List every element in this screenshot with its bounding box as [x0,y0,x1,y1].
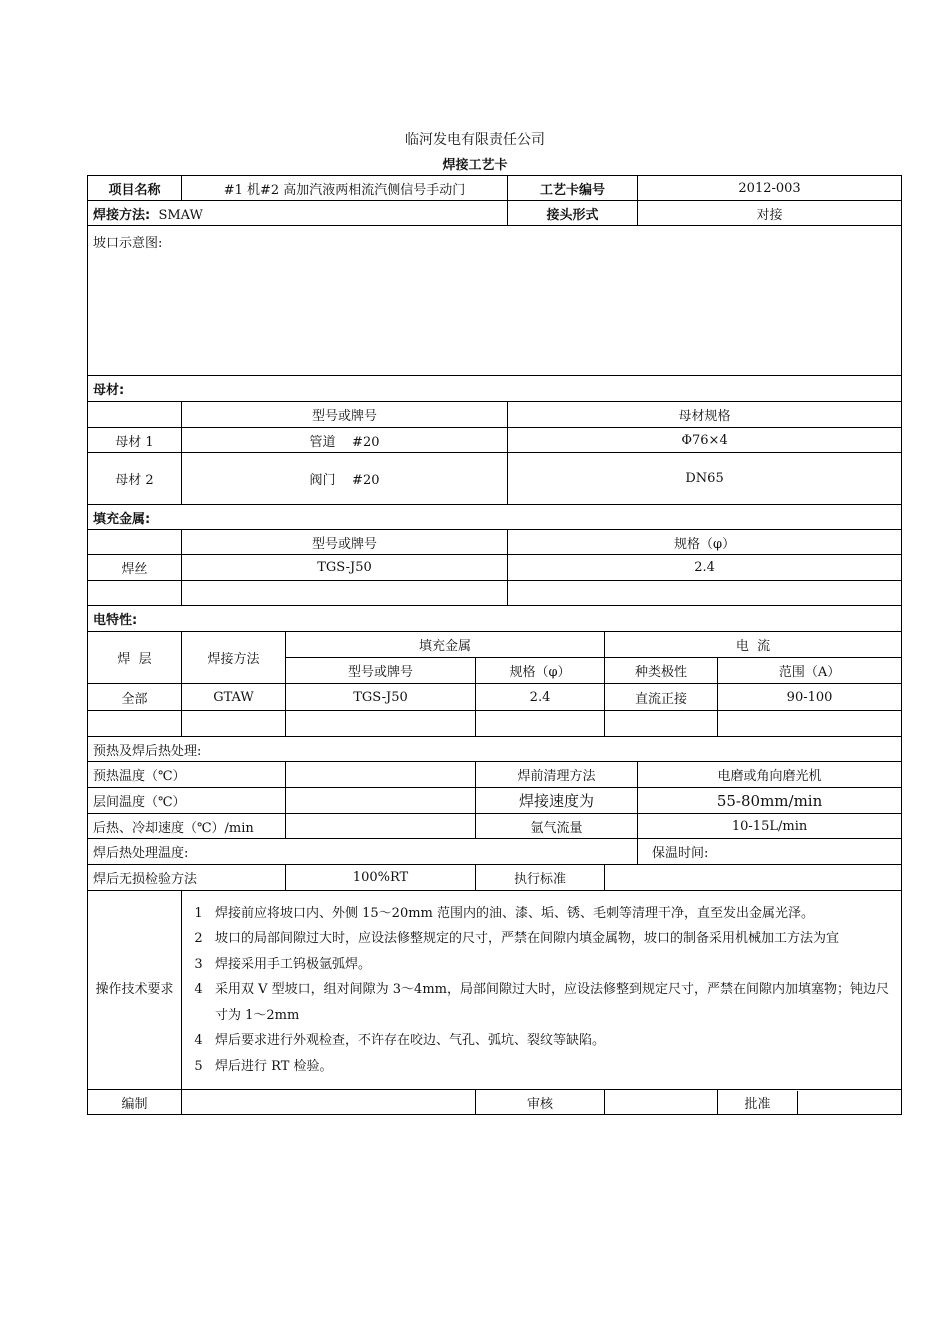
base-metal-2-spec: DN65 [508,453,902,505]
filler-metal-section: 填充金属: [88,505,902,530]
pwht-temp-label: 焊后热处理温度: [88,839,638,865]
base-metal-model-header: 型号或牌号 [182,402,508,428]
filler-model-header: 型号或牌号 [182,530,508,555]
elec-range-value: 90-100 [718,684,902,711]
base-metal-2-label: 母材 2 [88,453,182,505]
holding-time-label: 保温时间: [638,839,902,865]
cooling-rate-value [286,814,476,839]
welding-method-value: SMAW [158,207,203,223]
filler-spec-header: 规格（φ） [508,530,902,555]
approved-by-label: 批准 [718,1091,798,1114]
empty-cell [718,711,902,737]
compiled-by-value [182,1090,476,1115]
pre-clean-value: 电磨或角向磨光机 [638,762,902,788]
reviewed-by-label: 审核 [476,1090,605,1115]
base-metal-1-model: 管道 #20 [182,428,508,453]
groove-diagram-area: 坡口示意图: [88,226,902,376]
elec-layer-header: 焊 层 [88,632,182,684]
operation-requirements-label: 操作技术要求 [88,891,182,1090]
cooling-rate-label: 后热、冷却速度（℃）/min [88,814,286,839]
heat-treatment-section: 预热及焊后热处理: [88,737,902,762]
company-name: 临河发电有限责任公司 [405,132,545,148]
operation-item: 2 坡口的局部间隙过大时，应设法修整规定的尺寸，严禁在间隙内填金属物，坡口的制备采用机械加工方法为宜 [194,931,840,947]
card-title: 焊接工艺卡 [442,158,508,173]
standard-value [605,865,902,891]
electrical-section: 电特性: [88,606,902,632]
operation-requirements-list [182,891,902,1090]
interpass-temp-value [286,788,476,814]
elec-current-header: 电 流 [605,632,902,658]
elec-range-header: 范围（A） [718,658,902,684]
elec-spec-header: 规格（φ） [476,658,605,684]
elec-model-value: TGS-J50 [286,684,476,711]
ndt-method-value: 100%RT [286,865,476,891]
base-metal-1-spec: Φ76×4 [508,428,902,453]
card-number-value: 2012-003 [638,176,902,201]
base-metal-section: 母材: [88,376,902,402]
base-metal-2-model: 阀门 #20 [182,453,508,505]
welding-speed-label: 焊接速度为 [476,788,638,814]
elec-model-header: 型号或牌号 [286,658,476,684]
elec-polarity-header: 种类极性 [605,658,718,684]
standard-label: 执行标准 [476,865,605,891]
operation-item: 1 焊接前应将坡口内、外侧 15～20mm 范围内的油、漆、垢、锈、毛刺等清理干净，直至发出金属光泽。 [194,905,815,921]
elec-layer-value: 全部 [88,684,182,711]
base-metal-1-label: 母材 1 [88,428,182,453]
empty-cell [88,711,182,737]
project-name-value: #1 机#2 高加汽液两相流汽侧信号手动门 [182,176,508,201]
empty-cell [88,581,182,606]
empty-cell [182,581,508,606]
approval-cell [718,1090,902,1115]
filler-wire-label: 焊丝 [88,555,182,581]
elec-method-header: 焊接方法 [182,632,286,684]
operation-item: 4 焊后要求进行外观检查，不许存在咬边、气孔、弧坑、裂纹等缺陷。 [194,1033,606,1049]
card-number-label: 工艺卡编号 [508,176,638,201]
argon-flow-label: 氩气流量 [476,814,638,839]
argon-flow-value: 10-15L/min [638,814,902,839]
welding-method-cell [88,201,508,226]
interpass-temp-label: 层间温度（℃） [88,788,286,814]
empty-cell [88,402,182,428]
filler-wire-spec: 2.4 [508,555,902,581]
pre-clean-label: 焊前清理方法 [476,762,638,788]
operation-item: 3 焊接采用手工钨极氩弧焊。 [194,956,372,972]
project-name-label: 项目名称 [88,176,182,201]
reviewed-by-value [605,1090,718,1115]
empty-cell [476,711,605,737]
empty-cell [605,711,718,737]
empty-cell [182,711,286,737]
filler-wire-model: TGS-J50 [182,555,508,581]
ndt-method-label: 焊后无损检验方法 [88,865,286,891]
elec-filler-header: 填充金属 [286,632,605,658]
welding-speed-value: 55-80mm/min [638,788,902,814]
empty-cell [508,581,902,606]
operation-item: 4 采用双 V 型坡口，组对间隙为 3～4mm，局部间隙过大时，应设法修整到规定尺寸，严禁在间隙内加填塞物；钝边尺寸为 1～2mm [194,982,889,1023]
compiled-by-label: 编制 [88,1090,182,1115]
elec-method-value: GTAW [182,684,286,711]
empty-cell [88,530,182,555]
joint-type-label: 接头形式 [508,201,638,226]
preheat-temp-value [286,762,476,788]
empty-cell [286,711,476,737]
welding-procedure-table [87,175,902,1115]
preheat-temp-label: 预热温度（℃） [88,762,286,788]
joint-type-value: 对接 [638,201,902,226]
base-metal-spec-header: 母材规格 [508,402,902,428]
operation-item: 5 焊后进行 RT 检验。 [194,1058,333,1074]
welding-method-label: 焊接方法: [93,207,151,223]
elec-polarity-value: 直流正接 [605,684,718,711]
elec-spec-value: 2.4 [476,684,605,711]
